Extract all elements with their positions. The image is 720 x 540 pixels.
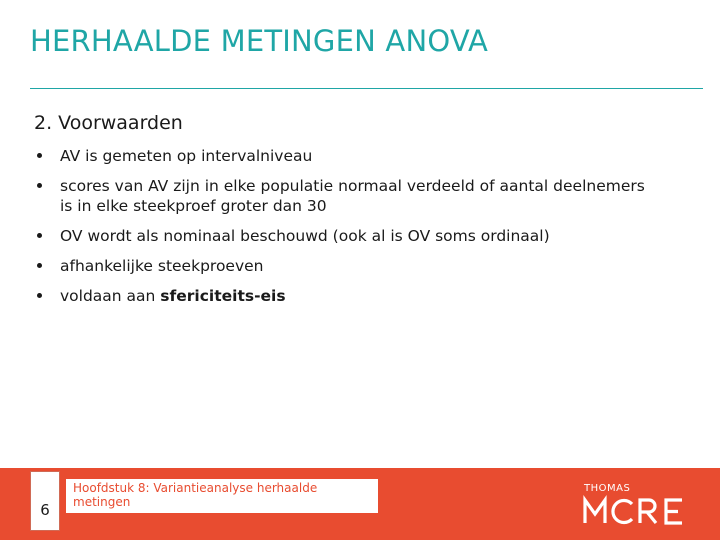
bullet-dot-icon [37, 183, 42, 188]
bullet-dot-icon [37, 293, 42, 298]
bullet-text-bold: sfericiteits-eis [160, 287, 286, 305]
list-item [36, 146, 686, 166]
list-item [36, 176, 660, 216]
thomas-more-logo [580, 483, 690, 529]
bullet-text: afhankelijke steekproeven [60, 257, 264, 275]
chapter-label: Hoofdstuk 8: Variantieanalyse herhaalde metingen [73, 481, 318, 509]
bullet-text: OV wordt als nominaal beschouwd (ook al is OV soms ordinaal) [60, 227, 550, 245]
list-item [36, 286, 686, 306]
bullet-dot-icon [37, 233, 42, 238]
bullet-text: AV is gemeten op intervalniveau [60, 147, 313, 165]
logo-more-icon [580, 483, 690, 529]
logo-top-text: THOMAS [584, 483, 631, 494]
bullet-text-prefix: voldaan aan [60, 287, 161, 305]
slide-title: HERHAALDE METINGEN ANOVA [30, 24, 489, 58]
bullet-list [36, 146, 686, 316]
bullet-dot-icon [37, 153, 42, 158]
page-number-box [30, 471, 60, 531]
list-item [36, 226, 686, 246]
section-heading: 2. Voorwaarden [34, 112, 183, 134]
page-number: 6 [40, 501, 50, 519]
bullet-text: scores van AV zijn in elke populatie normaal verdeeld of aantal deelnemers is in elke steekproef groter dan 30 [60, 177, 645, 215]
title-divider [30, 88, 703, 89]
bullet-dot-icon [37, 263, 42, 268]
chapter-box [66, 479, 378, 513]
list-item [36, 256, 686, 276]
